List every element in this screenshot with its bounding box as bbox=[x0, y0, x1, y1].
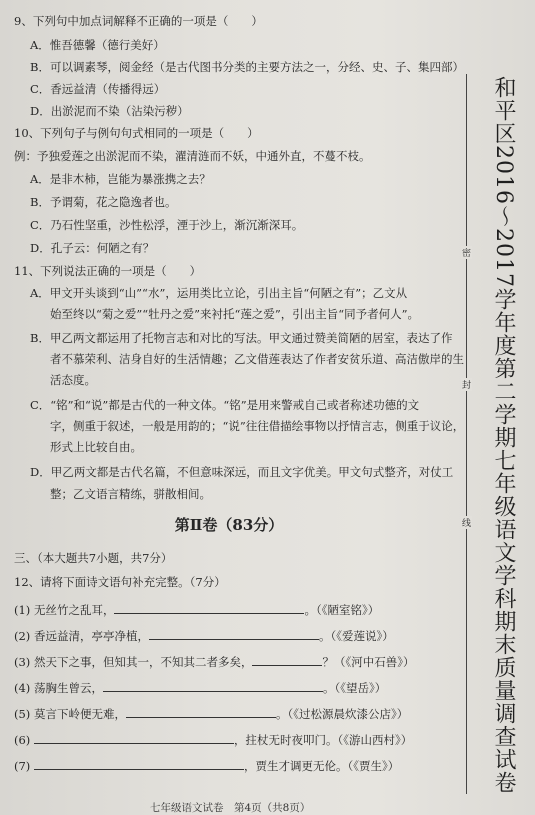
q11-option-b-cont: 者不慕荣利、洁身自好的生活情趣；乙文借莲表达了作者安贫乐道、高洁傲岸的生 bbox=[50, 352, 464, 366]
q10-option-c: C．乃石性坚重，沙性松浮，湮于沙上，渐沉渐深耳。 bbox=[30, 218, 304, 232]
q11-option-c: C．“铭”和“说”都是古代的一种文体。“铭”是用来警戒自己或者称述功德的文 bbox=[30, 398, 420, 412]
q10-option-d: D．孔子云：何陋之有？ bbox=[30, 241, 155, 255]
exam-title-vertical: 和平区2016～2017学年度第二学期七年级语文学科期末质量调查试卷 bbox=[491, 76, 516, 794]
q11-option-a: A．甲文开头谈到“山”“水”，运用类比立论，引出主旨“何陋之有”；乙文从 bbox=[30, 286, 408, 300]
q10-option-b: B．予谓菊，花之隐逸者也。 bbox=[30, 195, 177, 209]
binding-line bbox=[466, 74, 467, 794]
q10-stem: 10、下列句子与例句句式相同的一项是（ ） bbox=[14, 126, 259, 140]
q11-option-a-cont: 始至终以“菊之爱”“牡丹之爱”来衬托“莲之爱”，引出主旨“同予者何人”。 bbox=[50, 307, 420, 321]
q12-item-2-post: 。（《爱莲说》） bbox=[318, 629, 394, 643]
q12-item-5-blank[interactable] bbox=[126, 706, 276, 718]
q10-example: 例：予独爱莲之出淤泥而不染，濯清涟而不妖，中通外直，不蔓不枝。 bbox=[14, 149, 371, 163]
q11-option-c-cont2: 形式上比较自由。 bbox=[50, 440, 142, 454]
q9-stem: 9、下列句中加点词解释不正确的一项是（ ） bbox=[14, 14, 263, 28]
q12-stem: 12、请将下面诗文语句补充完整。（7分） bbox=[14, 575, 226, 589]
q12-item-3-blank[interactable] bbox=[252, 654, 322, 666]
q12-item-5-post: 。（《过松源晨炊漆公店》） bbox=[275, 707, 409, 721]
q12-item-4-blank[interactable] bbox=[103, 680, 323, 692]
q12-item-7-blank[interactable] bbox=[34, 758, 244, 770]
seal-mark-feng: 封 bbox=[461, 378, 472, 391]
page-footer: 七年级语文试卷 第4页（共8页） bbox=[150, 802, 311, 814]
q12-item-6-blank[interactable] bbox=[34, 732, 234, 744]
q10-option-a: A．是非木柿，岂能为暴涨携之去？ bbox=[30, 172, 211, 186]
q9-option-a: A．惟吾德馨（德行美好） bbox=[30, 38, 165, 52]
q12-item-1-post: 。（《陋室铭》） bbox=[304, 603, 380, 617]
q12-item-7-post: ，贾生才调更无伦。（《贾生》） bbox=[243, 759, 400, 773]
q12-item-4-post: 。（《望岳》） bbox=[322, 681, 387, 695]
q12-item-4-pre: (4) 荡胸生曾云， bbox=[14, 681, 103, 695]
q12-item-2-pre: (2) 香远益清，亭亭净植， bbox=[14, 629, 149, 643]
q12-item-6-pre: (6) bbox=[14, 733, 34, 747]
q11-option-c-cont: 字，侧重于叙述，一般是用韵的；“说”往往借描绘事物以抒情言志，侧重于议论， bbox=[50, 419, 465, 433]
q11-option-b-cont2: 活态度。 bbox=[50, 373, 96, 387]
q12-item-3 bbox=[14, 654, 414, 669]
q12-item-4 bbox=[14, 680, 386, 695]
seal-mark-xian: 线 bbox=[461, 516, 472, 529]
q12-item-5 bbox=[14, 706, 408, 721]
q12-item-1-pre: (1) 无丝竹之乱耳， bbox=[14, 603, 115, 617]
q9-option-b: B．可以调素琴，阅金经（是古代图书分类的主要方法之一，分经、史、子、集四部） bbox=[30, 60, 464, 74]
seal-mark-mi: 密 bbox=[461, 246, 472, 259]
q11-stem: 11、下列说法正确的一项是（ ） bbox=[14, 264, 202, 278]
q12-item-7 bbox=[14, 758, 399, 773]
q12-item-2-blank[interactable] bbox=[149, 628, 319, 640]
q12-item-7-pre: (7) bbox=[14, 759, 34, 773]
q12-item-3-pre: (3) 然天下之事，但知其一，不知其二者多矣， bbox=[14, 655, 253, 669]
q12-item-1-blank[interactable] bbox=[114, 602, 304, 614]
section3-heading: 三、（本大题共7小题，共7分） bbox=[14, 551, 173, 565]
q11-option-d: D．甲乙两文都是古代名篇，不但意味深远，而且文字优美。甲文句式整齐，对仗工 bbox=[30, 465, 454, 479]
q12-item-3-post: ？（《河中石兽》） bbox=[322, 655, 415, 669]
q11-option-b: B．甲乙两文都运用了托物言志和对比的写法。甲文通过赞美简陋的居室，表达了作 bbox=[30, 331, 453, 345]
q12-item-6-post: ，拄杖无时夜叩门。（《游山西村》） bbox=[233, 733, 413, 747]
part2-title: 第Ⅱ卷（83分） bbox=[174, 516, 284, 534]
q12-item-1 bbox=[14, 602, 379, 617]
q12-item-6 bbox=[14, 732, 412, 747]
q12-item-5-pre: (5) 莫言下岭便无难， bbox=[14, 707, 126, 721]
q12-item-2 bbox=[14, 628, 394, 643]
q9-option-c: C．香远益清（传播得远） bbox=[30, 82, 166, 96]
q9-option-d: D．出淤泥而不染（沾染污秽） bbox=[30, 104, 189, 118]
q11-option-d-cont: 整；乙文语言精练，骈散相间。 bbox=[50, 487, 211, 501]
